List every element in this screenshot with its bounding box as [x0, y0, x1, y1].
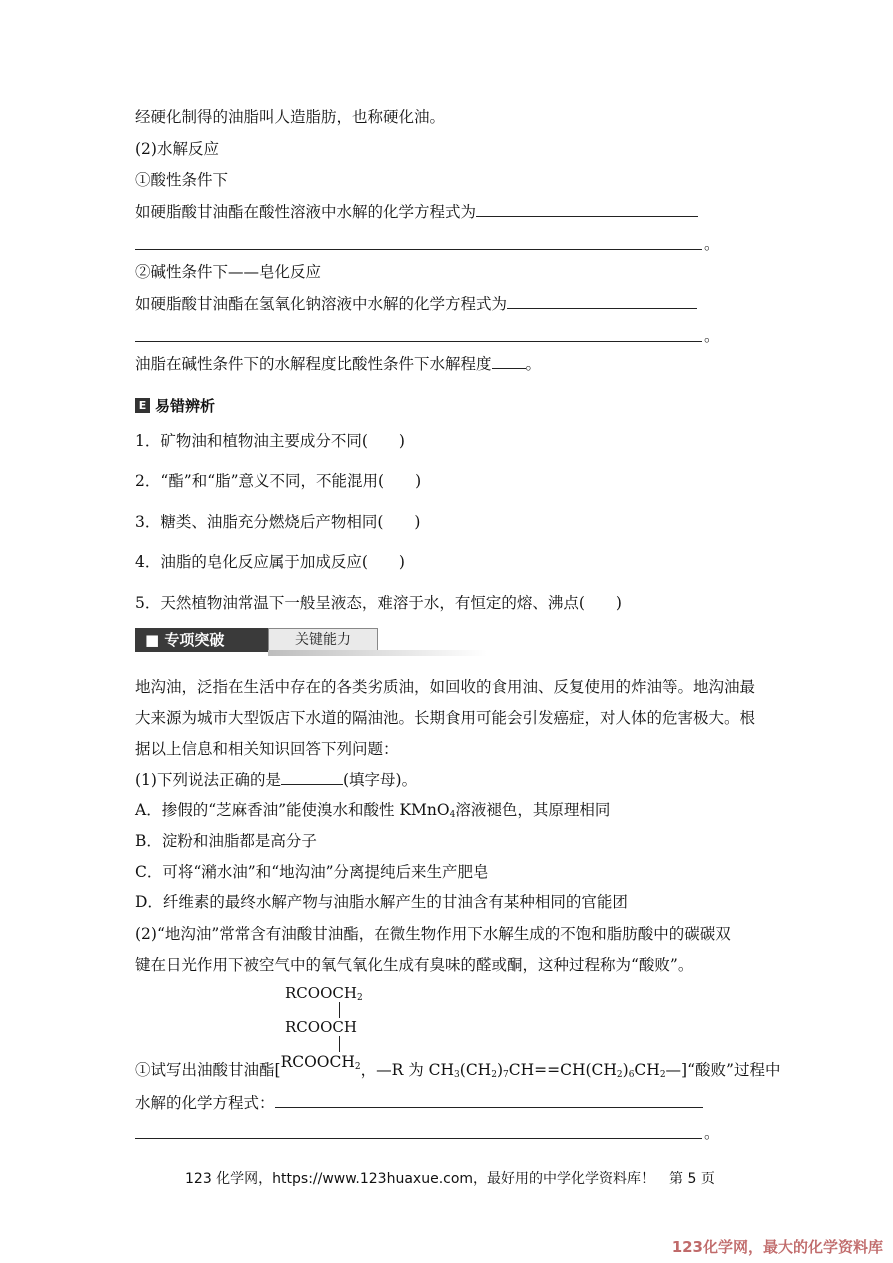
watermark: 123化学网，最大的化学资料库	[671, 1238, 883, 1256]
question-text: (填字母)。	[342, 771, 418, 789]
section-banner	[135, 628, 487, 656]
question-text: 如硬脂酸甘油酯在氢氧化钠溶液中水解的化学方程式为	[135, 295, 508, 313]
option-text: A．掺假的“芝麻香油”能使溴水和酸性 KMnO	[135, 801, 450, 819]
problem-intro-line: 地沟油，泛指在生活中存在的各类劣质油，如回收的食用油、反复使用的炸油等。地沟油最	[135, 678, 756, 696]
question-hydrolysis-degree	[135, 354, 541, 374]
question-text: 如硬脂酸甘油酯在酸性溶液中水解的化学方程式为	[135, 203, 477, 221]
error-item: 4．油脂的皂化反应属于加成反应( )	[135, 553, 405, 571]
question-text: (1)下列说法正确的是	[135, 771, 281, 789]
answer-blank[interactable]	[492, 354, 526, 369]
answer-line[interactable]	[135, 341, 702, 342]
error-item: 5．天然植物油常温下一般呈液态，难溶于水，有恒定的熔、沸点( )	[135, 594, 622, 612]
banner-special-topic: ■ 专项突破	[135, 628, 268, 652]
question-text: 油脂在碱性条件下的水解程度比酸性条件下水解程度	[135, 355, 492, 373]
e-badge-icon: E	[135, 398, 150, 413]
question-acid-hydrolysis	[135, 202, 698, 222]
error-analysis-heading	[135, 395, 215, 416]
period: 。	[704, 1124, 720, 1142]
problem-intro-line: 大来源为城市大型饭店下水道的隔油池。长期食用可能会引发癌症，对人体的危害极大。根	[135, 709, 756, 727]
question-text: 水解的化学方程式：	[135, 1094, 275, 1112]
option-text: 溶液褪色，其原理相同	[455, 801, 611, 819]
banner-fade-bar	[268, 650, 487, 656]
question-2-line: (2)“地沟油”常常含有油酸甘油酯，在微生物作用下水解生成的不饱和脂肪酸中的碳碳双	[135, 925, 731, 943]
answer-blank[interactable]	[275, 1093, 703, 1108]
period: 。	[704, 327, 720, 345]
heading-acidic: ①酸性条件下	[135, 171, 229, 189]
paragraph-hardened-oil: 经硬化制得的油脂叫人造脂肪，也称硬化油。	[135, 108, 446, 126]
question-saponification	[135, 294, 697, 314]
structure-line-1: $RCOOCH_2$	[285, 984, 363, 1003]
structure-line-2: RCOOCH	[285, 1018, 357, 1036]
answer-blank[interactable]	[507, 294, 697, 309]
option-b: B．淀粉和油脂都是高分子	[135, 832, 317, 850]
banner-key-ability: 关键能力	[268, 628, 378, 652]
error-analysis-title: 易错辨析	[155, 397, 216, 415]
structure-line-3: $RCOOCH_2$	[280, 1053, 361, 1072]
heading-alkaline: ②碱性条件下——皂化反应	[135, 263, 322, 281]
answer-blank[interactable]	[476, 202, 698, 217]
answer-line[interactable]	[135, 249, 702, 250]
error-item: 1．矿物油和植物油主要成分不同( )	[135, 432, 405, 450]
error-item: 3．糖类、油脂充分燃烧后产物相同( )	[135, 513, 421, 531]
question-2-1-answer	[135, 1093, 703, 1113]
question-2-line: 键在日光作用下被空气中的氧气氧化生成有臭味的醛或酮，这种过程称为“酸败”。	[135, 956, 694, 974]
question-1	[135, 770, 417, 790]
answer-line[interactable]	[135, 1138, 702, 1139]
option-d: D．纤维素的最终水解产物与油脂水解产生的甘油含有某种相同的官能团	[135, 893, 628, 911]
answer-blank[interactable]	[281, 770, 343, 785]
heading-hydrolysis: (2)水解反应	[135, 140, 219, 158]
period: 。	[704, 235, 720, 253]
problem-intro-line: 据以上信息和相关知识回答下列问题：	[135, 740, 399, 758]
structure-bond	[339, 1036, 340, 1052]
period: 。	[525, 355, 542, 373]
option-a	[135, 800, 610, 825]
option-c: C．可将“潲水油”和“地沟油”分离提纯后来生产肥皂	[135, 863, 489, 881]
question-text: ①试写出油酸甘油酯[	[135, 1061, 281, 1079]
page-footer: 123 化学网，https://www.123huaxue.com，最好用的中学化学资料库！ 第 5 页	[185, 1171, 715, 1187]
error-item: 2．“酯”和“脂”意义不同，不能混用( )	[135, 472, 422, 490]
question-2-1: ①试写出油酸甘油酯[$RCOOCH_2$，—R 为 $CH_3(CH_2)_7CH==CH(CH_2)_6CH_2—]“$酸败”过程中	[135, 1053, 781, 1080]
structure-bond	[339, 1002, 340, 1018]
subscript: 4	[449, 810, 456, 820]
